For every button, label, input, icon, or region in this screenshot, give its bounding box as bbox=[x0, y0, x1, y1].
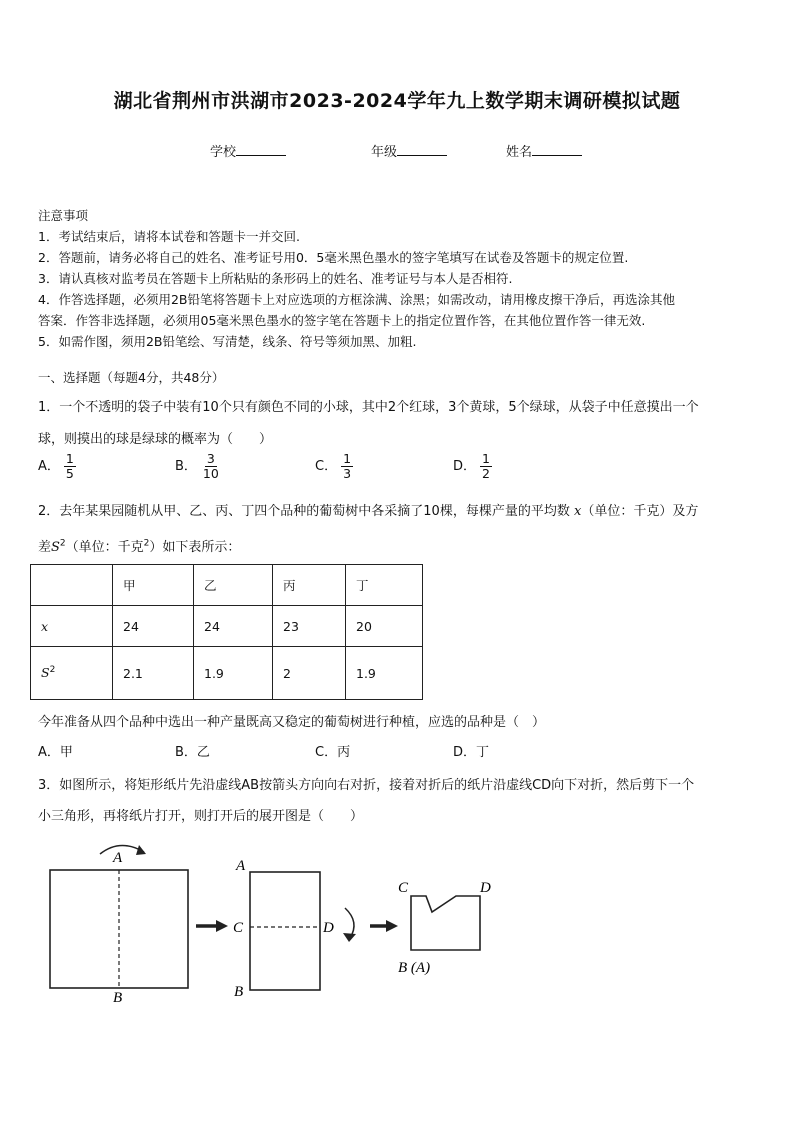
q2-line1: 2．去年某果园随机从甲、乙、丙、丁四个品种的葡萄树中各采摘了10棵，每棵产量的平均数 x（单位：千克）及方 bbox=[38, 504, 699, 519]
notes-heading: 注意事项 bbox=[38, 208, 89, 223]
note-item: 1．考试结束后，请将本试卷和答题卡一并交回. bbox=[38, 229, 300, 244]
q2-option-c[interactable]: C．丙 bbox=[315, 745, 351, 760]
school-label: 学校 bbox=[210, 145, 237, 160]
q2-option-d[interactable]: D．丁 bbox=[453, 745, 490, 760]
fraction: $\frac{3}{10}$ bbox=[202, 451, 219, 481]
section-heading: 一、选择题（每题4分，共48分） bbox=[38, 370, 225, 385]
q1-option-c[interactable]: C． $\frac{1}{3}$ bbox=[315, 451, 352, 481]
fig2-label-d: D bbox=[323, 920, 334, 936]
note-item: 答案．作答非选择题，必须用05毫米黑色墨水的签字笔在答题卡上的指定位置作答，在其他位置作答一律无效. bbox=[38, 313, 646, 328]
q1-line2: 球，则摸出的球是绿球的概率为（ ） bbox=[38, 432, 273, 447]
fig3-label-d: D bbox=[480, 880, 491, 896]
fig3-label-ba: B (A) bbox=[398, 960, 431, 976]
fig2-label-a: A bbox=[236, 858, 246, 874]
q3-line2: 小三角形，再将纸片打开，则打开后的展开图是（ ） bbox=[38, 809, 364, 824]
q2-question: 今年准备从四个品种中选出一种产量既高又稳定的葡萄树进行种植，应选的品种是（ ） bbox=[38, 715, 546, 730]
q2-option-b[interactable]: B．乙 bbox=[175, 745, 210, 760]
grade-blank bbox=[397, 143, 447, 156]
q3-line1: 3．如图所示，将矩形纸片先沿虚线AB按箭头方向向右对折，接着对折后的纸片沿虚线CD向下对折，然后剪下一个 bbox=[38, 778, 695, 793]
q1-line1: 1．一个不透明的袋子中装有10个只有颜色不同的小球，其中2个红球，3个黄球，5个绿球，从袋子中任意摸出一个 bbox=[38, 400, 699, 415]
note-item: 3．请认真核对监考员在答题卡上所粘贴的条形码上的姓名、准考证号与本人是否相符. bbox=[38, 271, 513, 286]
fig3-label-c: C bbox=[398, 880, 409, 896]
fig2-label-c: C bbox=[233, 920, 244, 936]
table-row: 甲 乙 丙 丁 bbox=[31, 565, 423, 606]
grade-label: 年级 bbox=[371, 145, 398, 160]
name-field bbox=[506, 141, 582, 160]
fig2-label-b: B bbox=[234, 984, 244, 1000]
table-row: x 24 24 23 20 bbox=[31, 606, 423, 647]
school-field bbox=[210, 141, 286, 160]
name-blank bbox=[532, 143, 582, 156]
note-item: 2．答题前，请务必将自己的姓名、准考证号用0．5毫米黑色墨水的签字笔填写在试卷及答题卡的规定位置. bbox=[38, 250, 629, 265]
fig1-label-b: B bbox=[113, 990, 123, 1006]
notes-block bbox=[38, 205, 675, 352]
name-label: 姓名 bbox=[506, 145, 533, 160]
data-table bbox=[30, 564, 423, 700]
q2-line2: 差$S^2$（单位：千克$^2$）如下表所示： bbox=[38, 538, 241, 555]
q1-option-b[interactable]: B． $\frac{3}{10}$ bbox=[175, 451, 219, 481]
school-blank bbox=[236, 143, 286, 156]
q2-option-a[interactable]: A．甲 bbox=[38, 745, 73, 760]
fraction: $\frac{1}{5}$ bbox=[65, 451, 74, 481]
note-item: 5．如需作图，须用2B铅笔绘、写清楚，线条、符号等须加黑、加粗. bbox=[38, 334, 417, 349]
fraction: $\frac{1}{3}$ bbox=[343, 451, 352, 481]
fig1-label-a: A bbox=[113, 850, 123, 866]
q1-option-a[interactable]: A． $\frac{1}{5}$ bbox=[38, 451, 74, 481]
fraction: $\frac{1}{2}$ bbox=[482, 451, 490, 481]
table-row: $S^2$ 2.1 1.9 2 1.9 bbox=[31, 647, 423, 700]
cut-paper bbox=[411, 896, 480, 950]
grade-field bbox=[371, 141, 447, 160]
note-item: 4．作答选择题，必须用2B铅笔将答题卡上对应选项的方框涂满、涂黑；如需改动，请用橡皮擦干净后，再选涂其他 bbox=[38, 292, 675, 307]
exam-title: 湖北省荆州市洪湖市2023-2024学年九上数学期末调研模拟试题 bbox=[113, 90, 681, 112]
folded-paper bbox=[250, 872, 320, 990]
q1-option-d[interactable]: D． $\frac{1}{2}$ bbox=[453, 451, 490, 481]
folding-figure bbox=[0, 830, 794, 1010]
